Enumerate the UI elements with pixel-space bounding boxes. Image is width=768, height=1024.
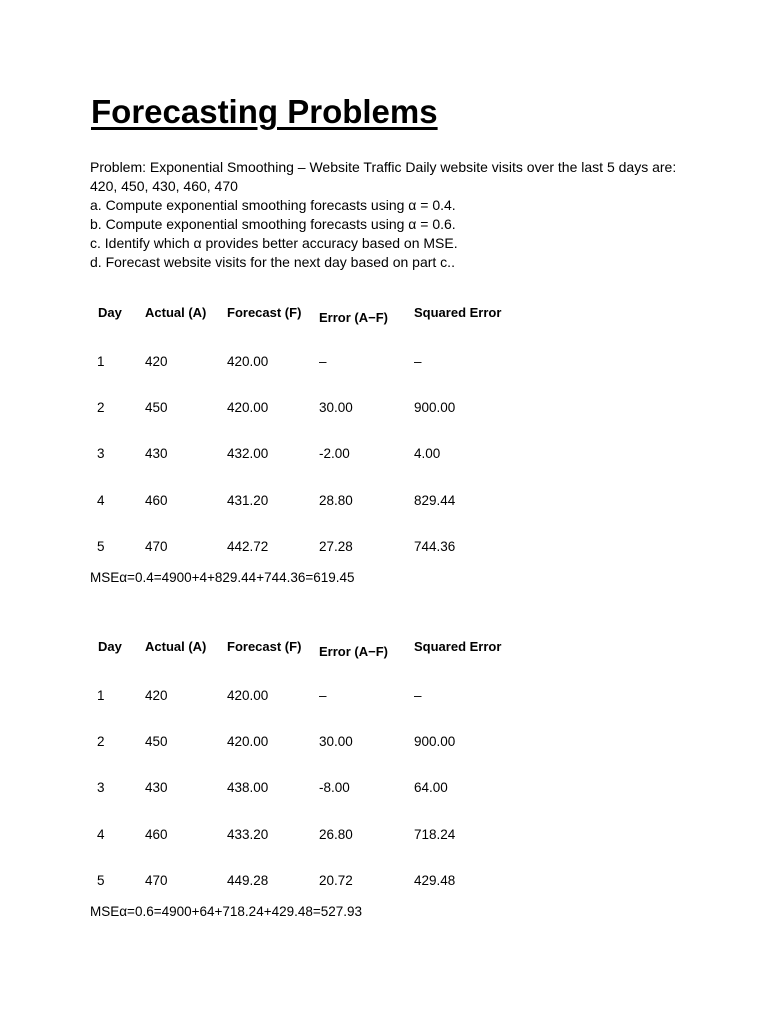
cell-error: 30.00: [319, 399, 353, 415]
cell-squared-error: 829.44: [414, 492, 456, 508]
cell-forecast: 433.20: [227, 826, 269, 842]
problem-data-line: 420, 450, 430, 460, 470: [90, 178, 238, 194]
problem-statement: [90, 158, 730, 272]
cell-day: 4: [97, 492, 105, 508]
table-row: [90, 338, 534, 384]
cell-day: 3: [97, 446, 105, 462]
table-row: [90, 811, 534, 857]
cell-squared-error: 4.00: [414, 446, 441, 462]
cell-actual: 420: [145, 353, 168, 369]
table-row: [90, 857, 534, 903]
table-row: [90, 718, 534, 764]
cell-actual: 450: [145, 733, 168, 749]
cell-forecast: 449.28: [227, 872, 269, 888]
problem-line: Problem: Exponential Smoothing – Website Traffic Daily website visits over the last 5 days are:: [90, 159, 677, 175]
problem-part-d: d. Forecast website visits for the next day based on part c..: [90, 254, 455, 270]
cell-actual: 430: [145, 446, 168, 462]
table-header-row: [90, 628, 534, 672]
problem-part-a: a. Compute exponential smoothing forecasts using α = 0.4.: [90, 197, 456, 213]
cell-actual: 420: [145, 687, 168, 703]
cell-forecast: 438.00: [227, 780, 269, 796]
mse-alpha-06: MSEα=0.6=4900+64+718.24+429.48=527.93: [90, 904, 363, 919]
cell-squared-error: 718.24: [414, 826, 456, 842]
cell-error: 27.28: [319, 538, 353, 554]
header-error: Error (A−F): [319, 643, 388, 659]
cell-error: 26.80: [319, 826, 353, 842]
header-day: Day: [98, 304, 122, 320]
table-row: [90, 477, 534, 523]
cell-error: –: [319, 353, 327, 369]
header-forecast: Forecast (F): [227, 638, 302, 654]
cell-squared-error: 900.00: [414, 399, 456, 415]
cell-day: 5: [97, 872, 105, 888]
cell-day: 1: [97, 353, 105, 369]
header-squared-error: Squared Error: [414, 304, 502, 320]
cell-forecast: 420.00: [227, 687, 269, 703]
header-forecast: Forecast (F): [227, 304, 302, 320]
problem-part-b: b. Compute exponential smoothing forecasts using α = 0.6.: [90, 216, 456, 232]
cell-day: 2: [97, 399, 105, 415]
cell-forecast: 420.00: [227, 733, 269, 749]
cell-squared-error: –: [414, 687, 422, 703]
cell-day: 1: [97, 687, 105, 703]
table-row: [90, 523, 534, 569]
cell-day: 4: [97, 826, 105, 842]
cell-error: 30.00: [319, 733, 353, 749]
cell-error: -8.00: [319, 780, 350, 796]
table-row: [90, 384, 534, 430]
cell-forecast: 431.20: [227, 492, 269, 508]
cell-day: 3: [97, 780, 105, 796]
cell-squared-error: 64.00: [414, 780, 448, 796]
table-row: [90, 765, 534, 811]
cell-forecast: 420.00: [227, 353, 269, 369]
cell-forecast: 442.72: [227, 538, 269, 554]
cell-actual: 450: [145, 399, 168, 415]
forecast-table-alpha-06: [90, 628, 534, 903]
mse-alpha-04: MSEα=0.4=4900+4+829.44+744.36=619.45: [90, 570, 355, 585]
cell-actual: 460: [145, 826, 168, 842]
cell-actual: 470: [145, 872, 168, 888]
problem-part-c: c. Identify which α provides better accuracy based on MSE.: [90, 235, 458, 251]
cell-error: –: [319, 687, 327, 703]
header-day: Day: [98, 638, 122, 654]
header-error: Error (A−F): [319, 309, 388, 325]
cell-error: 28.80: [319, 492, 353, 508]
cell-actual: 430: [145, 780, 168, 796]
table-header-row: [90, 294, 534, 338]
cell-error: -2.00: [319, 446, 350, 462]
header-actual: Actual (A): [145, 638, 207, 654]
table-row: [90, 672, 534, 718]
cell-day: 2: [97, 733, 105, 749]
cell-error: 20.72: [319, 872, 353, 888]
table-row: [90, 431, 534, 477]
cell-squared-error: 900.00: [414, 733, 456, 749]
cell-forecast: 420.00: [227, 399, 269, 415]
cell-actual: 470: [145, 538, 168, 554]
header-actual: Actual (A): [145, 304, 207, 320]
cell-day: 5: [97, 538, 105, 554]
cell-forecast: 432.00: [227, 446, 269, 462]
page-title: Forecasting Problems: [91, 93, 438, 130]
cell-actual: 460: [145, 492, 168, 508]
cell-squared-error: 744.36: [414, 538, 456, 554]
header-squared-error: Squared Error: [414, 638, 502, 654]
forecast-table-alpha-04: [90, 294, 534, 569]
cell-squared-error: –: [414, 353, 422, 369]
cell-squared-error: 429.48: [414, 872, 456, 888]
